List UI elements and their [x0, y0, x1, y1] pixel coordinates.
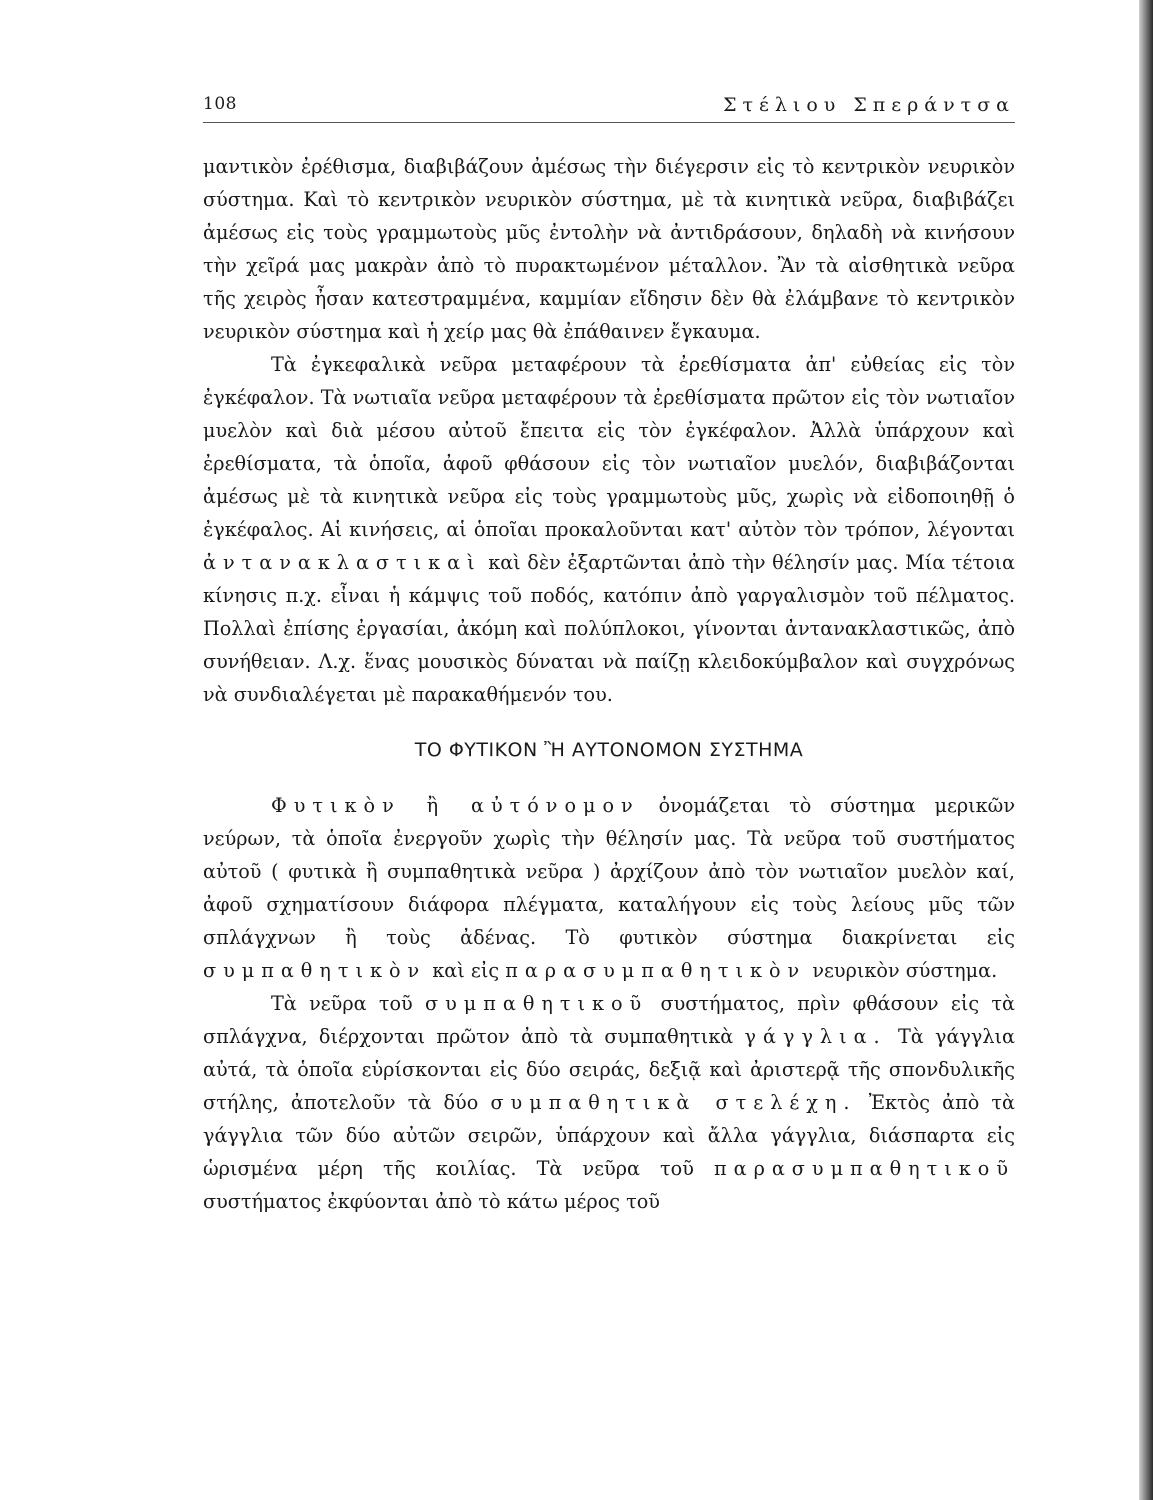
spaced-term-parasympathetic-gen: παρασυμπαθητικοῦ: [714, 1157, 1015, 1180]
page-header: [203, 88, 1015, 123]
paragraph-4-text-e: συστήματος ἐκφύονται ἀπὸ τὸ κάτω μέρος τοῦ: [203, 1190, 660, 1213]
paragraph-3-text-b: καὶ εἰς: [432, 959, 500, 982]
paragraph-4-text-a: Τὰ νεῦρα τοῦ: [271, 992, 413, 1015]
spaced-term-sympathetic-gen: συμπαθητικοῦ: [425, 992, 649, 1015]
paragraph-3: [203, 789, 1015, 987]
spaced-term-sympathetic: συμπαθητικὸν: [203, 959, 427, 982]
paragraph-4-text-b: συστήματος, πρὶν φθάσουν εἰς τὰ σπλάγχνα, διέρχονται πρῶτον ἀπὸ τὰ συμπαθητικὰ: [203, 992, 1015, 1048]
paragraph-4-text-c: Τὰ γάγγλια αὐτά, τὰ ὁποῖα εὑρίσκονται εἰς δύο σειράς, δεξιᾷ καὶ ἀριστερᾷ τῆς σπονδυλικῆς στήλης, ἀποτελοῦν τὰ δύο: [203, 1025, 1015, 1114]
page-number: 108: [203, 94, 237, 114]
paragraph-2: [203, 348, 1015, 711]
spaced-term-autonomic: Φυτικὸν ἢ αὐτόνομον: [271, 794, 640, 817]
paragraph-3-text-a: ὀνομάζεται τὸ σύστημα μερικῶν νεύρων, τὰ ὁποῖα ἐνεργοῦν χωρὶς τὴν θέλησίν μας. Τὰ νεῦρα τοῦ συστήματος αὐτοῦ ( φυτικὰ ἢ συμπαθητικὰ νεῦρα ) ἀρχίζουν ἀπὸ τὸν νωτιαῖον μυελὸν καί, ἀφοῦ σχηματίσουν διάφορα πλέγματα, καταλήγουν εἰς τοὺς λείους μῦς τῶν σπλάγχνων ἢ τοὺς ἀδένας. Τὸ φυτικὸν σύστημα διακρίνεται εἰς: [203, 794, 1015, 949]
paragraph-1: μαντικὸν ἐρέθισμα, διαβιβάζουν ἀμέσως τὴν διέγερσιν εἰς τὸ κεντρικὸν νευρικὸν σύστημα. Καὶ τὸ κεντρικὸν νευρικὸν σύστημα, μὲ τὰ κινητικὰ νεῦρα, διαβιβάζει ἀμέσως εἰς τοὺς γραμμωτοὺς μῦς ἐντολὴν νὰ ἀντιδράσουν, δηλαδὴ νὰ κινήσουν τὴν χεῖρά μας μακρὰν ἀπὸ τὸ πυρακτωμένον μέταλλον. Ἂν τὰ αἰσθητικὰ νεῦρα τῆς χειρὸς ἦσαν κατεστραμμένα, καμμίαν εἴδησιν δὲν θὰ ἐλάμβανε τὸ κεντρικὸν νευρικὸν σύστημα καὶ ἡ χείρ μας θὰ ἐπάθαινεν ἔγκαυμα.: [203, 155, 1015, 343]
section-heading: ΤΟ ΦΥΤΙΚΟΝ Ἢ ΑΥΤΟΝΟΜΟΝ ΣΥΣΤΗΜΑ: [414, 739, 804, 761]
spaced-term-reflex: ἀντανακλαστικαὶ: [203, 551, 482, 574]
paragraph-2-text-a: Τὰ ἐγκεφαλικὰ νεῦρα μεταφέρουν τὰ ἐρεθίσματα ἀπ' εὐθείας εἰς τὸν ἐγκέφαλον. Τὰ νωτιαῖα νεῦρα μεταφέρουν τὰ ἐρεθίσματα πρῶτον εἰς τὸν νωτιαῖον μυελὸν καὶ διὰ μέσου αὐτοῦ ἔπειτα εἰς τὸν ἐγκέφαλον. Ἀλλὰ ὑπάρχουν καὶ ἐρεθίσματα, τὰ ὁποῖα, ἀφοῦ φθάσουν εἰς τὸν νωτιαῖον μυελόν, διαβιβάζονται ἀμέσως μὲ τὰ κινητικὰ νεῦρα εἰς τοὺς γραμμωτοὺς μῦς, χωρὶς νὰ εἰδοποιηθῇ ὁ ἐγκέφαλος. Αἱ κινήσεις, αἱ ὁποῖαι προκαλοῦνται κατ' αὐτὸν τὸν τρόπον, λέγονται: [203, 353, 1015, 541]
page-body: [203, 150, 1015, 1218]
spaced-term-ganglia: γάγγλια.: [744, 1025, 887, 1048]
scan-edge: [1139, 0, 1153, 1500]
spaced-term-parasympathetic: παρασυμπαθητικὸν: [505, 959, 807, 982]
paragraph-2-text-b: καὶ δὲν ἐξαρτῶνται ἀπὸ τὴν θέλησίν μας. Μία τέτοια κίνησις π.χ. εἶναι ἡ κάμψις τοῦ ποδός, κατόπιν ἀπὸ γαργαλισμὸν τοῦ πέλματος. Πολλαὶ ἐπίσης ἐργασίαι, ἀκόμη καὶ πολύπλοκοι, γίνονται ἀντανακλαστικῶς, ἀπὸ συνήθειαν. Λ.χ. ἕνας μουσικὸς δύναται νὰ παίζῃ κλειδοκύμβαλον καὶ συγχρόνως νὰ συνδιαλέγεται μὲ παρακαθήμενόν του.: [203, 551, 1015, 706]
running-head: Στέλιου Σπεράντσα: [723, 94, 1015, 116]
spaced-term-trunks: συμπαθητικὰ στελέχη.: [490, 1091, 857, 1114]
paragraph-4: [203, 987, 1015, 1218]
paragraph-3-text-c: νευρικὸν σύστημα.: [812, 959, 998, 982]
paragraph-4-text-d: Ἐκτὸς ἀπὸ τὰ γάγγλια τῶν δύο αὐτῶν σειρῶν, ὑπάρχουν καὶ ἄλλα γάγγλια, διάσπαρτα εἰς ὡρισμένα μέρη τῆς κοιλίας. Τὰ νεῦρα τοῦ: [203, 1091, 1015, 1180]
